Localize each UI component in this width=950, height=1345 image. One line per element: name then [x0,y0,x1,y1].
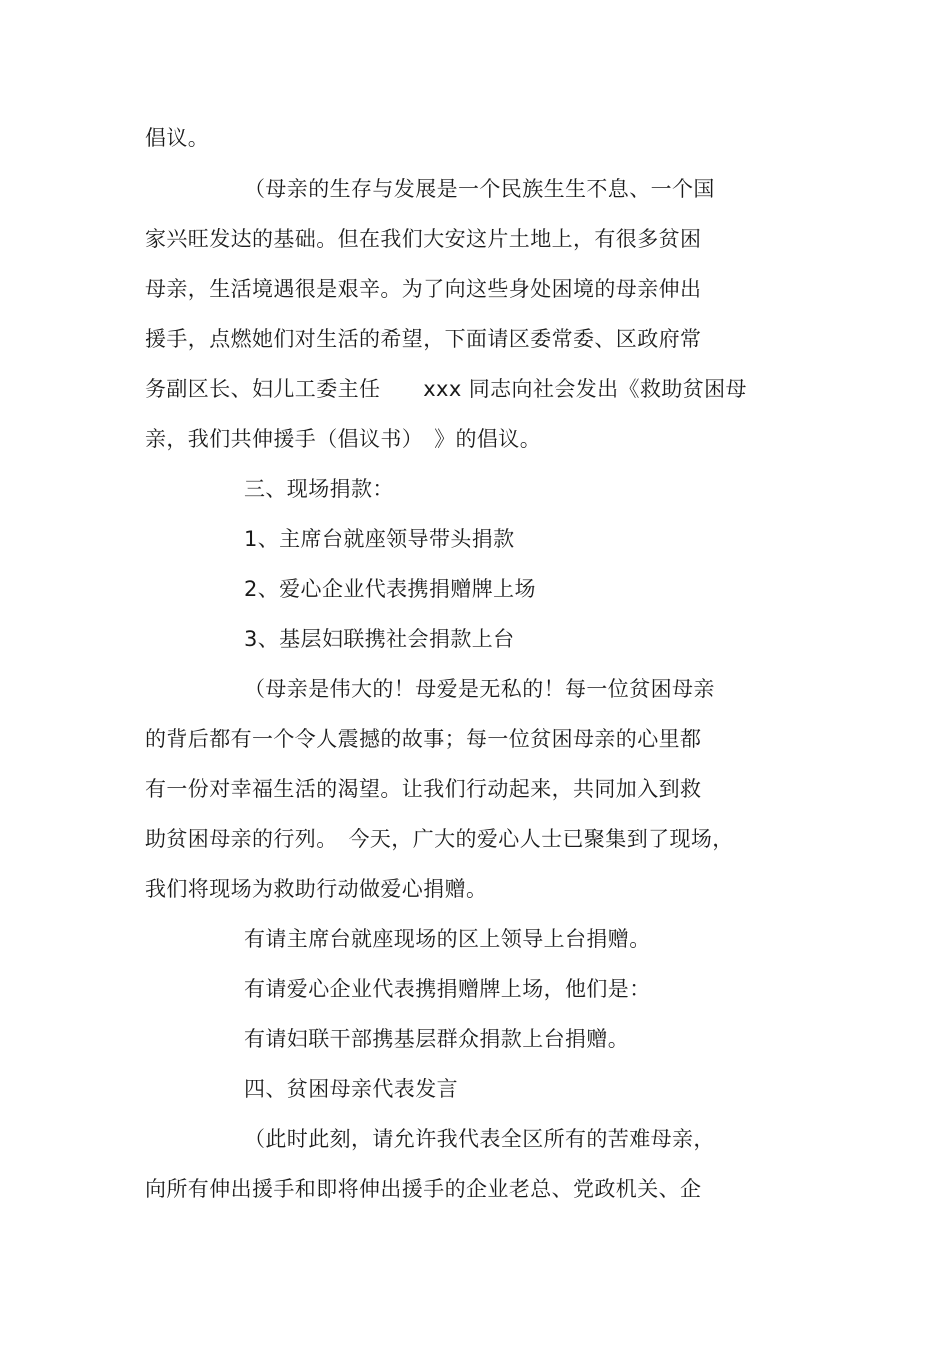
text-line: 助贫困母亲的行列。 今天，广大的爱心人士已聚集到了现场， [145,827,734,851]
list-item: 3、基层妇联携社会捐款上台 [244,627,515,651]
text-line: 我们将现场为救助行动做爱心捐赠。 [145,877,488,901]
section-heading: 四、贫困母亲代表发言 [244,1077,458,1101]
list-item: 2、爱心企业代表携捐赠牌上场 [244,577,536,601]
text-line: 倡议。 [145,126,210,150]
text-line: 向所有伸出援手和即将伸出援手的企业老总、党政机关、企 [145,1177,702,1201]
text-line: （此时此刻，请允许我代表全区所有的苦难母亲， [244,1127,715,1151]
text-line: （母亲是伟大的！母爱是无私的！每一位贫困母亲 [244,677,715,701]
text-line: 有请妇联干部携基层群众捐款上台捐赠。 [244,1027,630,1051]
text-line: （母亲的生存与发展是一个民族生生不息、一个国 [244,177,715,201]
text-line: 有请爱心企业代表携捐赠牌上场，他们是： [244,977,651,1001]
text-line: 援手，点燃她们对生活的希望，下面请区委常委、区政府常 [145,327,702,351]
text-line: 有一份对幸福生活的渴望。让我们行动起来，共同加入到救 [145,777,702,801]
section-heading: 三、现场捐款： [244,477,394,501]
text-line: 家兴旺发达的基础。但在我们大安这片土地上，有很多贫困 [145,227,702,251]
list-item: 1、主席台就座领导带头捐款 [244,527,515,551]
text-line: 母亲，生活境遇很是艰辛。为了向这些身处困境的母亲伸出 [145,277,702,301]
text-line: 亲，我们共伸援手（倡议书） 》的倡议。 [145,427,542,451]
text-line: 有请主席台就座现场的区上领导上台捐赠。 [244,927,651,951]
text-line: 务副区长、妇儿工委主任 xxx 同志向社会发出《救助贫困母 [145,377,747,401]
text-line: 的背后都有一个令人震撼的故事；每一位贫困母亲的心里都 [145,727,702,751]
